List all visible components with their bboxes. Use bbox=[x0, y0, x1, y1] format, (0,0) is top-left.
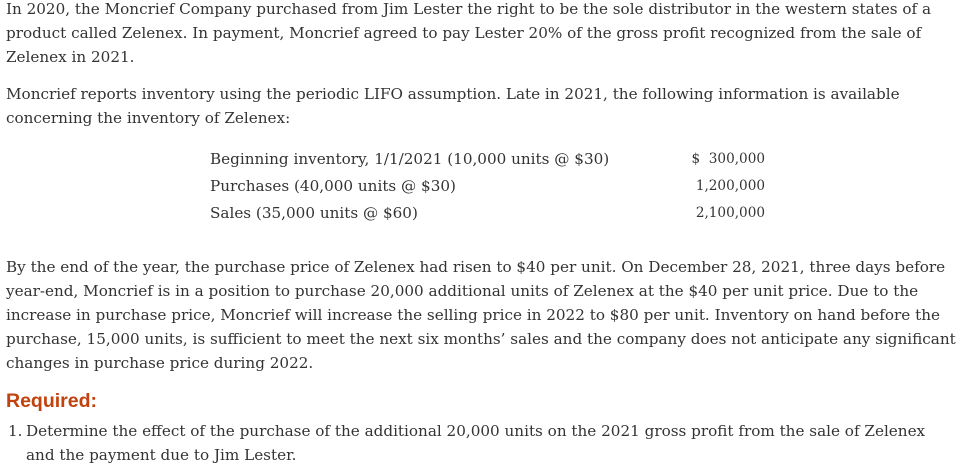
row-amount: 2,100,000 bbox=[695, 205, 765, 221]
list-item-number: 1. bbox=[8, 422, 23, 440]
list-item bbox=[8, 419, 958, 467]
required-heading: Required: bbox=[6, 390, 98, 412]
table-row bbox=[210, 200, 765, 227]
row-amount: 1,200,000 bbox=[695, 178, 765, 194]
row-amount: $ 300,000 bbox=[691, 151, 765, 167]
table-row bbox=[210, 146, 765, 173]
row-label: Sales (35,000 units @ $60) bbox=[210, 204, 418, 222]
required-list bbox=[8, 419, 958, 467]
table-row bbox=[210, 173, 765, 200]
inventory-intro-paragraph: Moncrief reports inventory using the periodic LIFO assumption. Late in 2021, the following information is available concerning the inventory of Zelenex: bbox=[6, 85, 900, 127]
row-label: Beginning inventory, 1/1/2021 (10,000 units @ $30) bbox=[210, 150, 610, 168]
year-end-paragraph: By the end of the year, the purchase price of Zelenex had risen to $40 per unit. On December 28, 2021, three days before year-end, Moncrief is in a position to purchase 20,000 additional units of Zelenex at the $40 per unit price. Due to the increase in purchase price, Moncrief will increase the selling price in 2022 to $80 per unit. Inventory on hand before the purchase, 15,000 units, is sufficient to meet the next six months’ sales and the company does not anticipate any significant changes in purchase price during 2022. bbox=[6, 258, 956, 372]
list-item-text: Determine the effect of the purchase of the additional 20,000 units on the 2021 gross profit from the sale of Zelenex and the payment due to Jim Lester. bbox=[26, 422, 926, 464]
row-label: Purchases (40,000 units @ $30) bbox=[210, 177, 456, 195]
inventory-table bbox=[210, 146, 765, 227]
intro-paragraph: In 2020, the Moncrief Company purchased from Jim Lester the right to be the sole distributor in the western states of a product called Zelenex. In payment, Moncrief agreed to pay Lester 20% of the gross profit recognized from the sale of Zelenex in 2021. bbox=[6, 0, 932, 66]
